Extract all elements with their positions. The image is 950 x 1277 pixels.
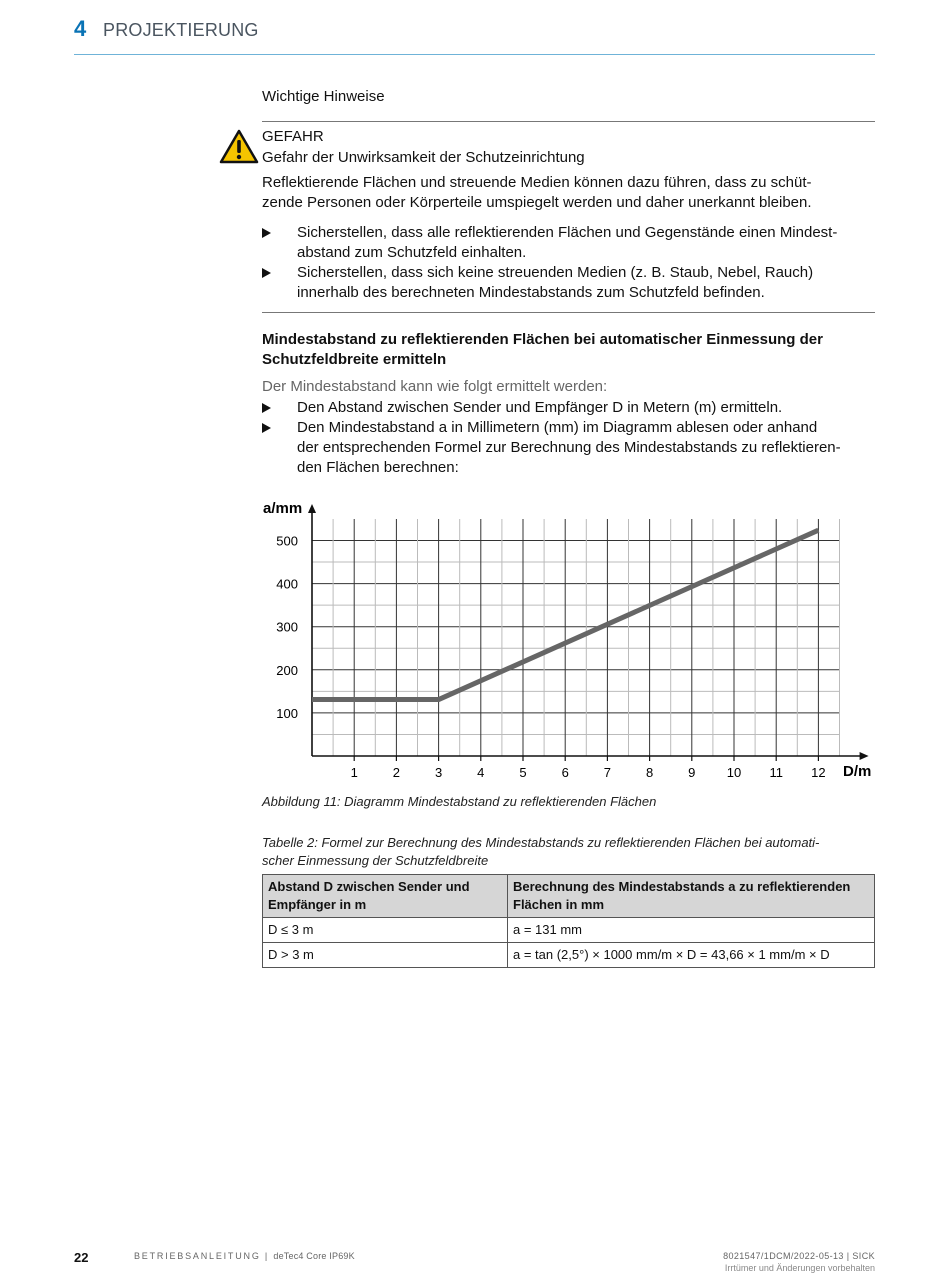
section-intro: Der Mindestabstand kann wie folgt ermittelt werden: [262, 378, 608, 395]
table-header-cell: Berechnung des Mindestabstands a zu reflektierenden Flächen in mm [508, 875, 875, 918]
x-tick-label: 2 [392, 765, 401, 780]
table-cell: D > 3 m [263, 943, 508, 968]
list-item-text: innerhalb des berechneten Mindestabstands zum Schutzfeld befinden. [297, 284, 765, 301]
figure-caption: Abbildung 11: Diagramm Mindestabstand zu reflektierenden Flächen [262, 794, 657, 809]
x-tick-label: 5 [519, 765, 527, 780]
table-header-row [263, 875, 875, 918]
bullet-arrow-icon [262, 423, 271, 433]
chart-ticks [276, 534, 825, 781]
chart-x-axis-label: D/m [843, 763, 872, 780]
table-row [263, 918, 875, 943]
table-caption-line: Tabelle 2: Formel zur Berechnung des Mindestabstands zu reflektierenden Flächen bei automati- [262, 835, 820, 850]
x-tick-label: 3 [434, 765, 443, 780]
divider-bottom [262, 312, 875, 313]
chapter-number: 4 [74, 16, 87, 41]
danger-paragraph [262, 173, 875, 213]
page-header [74, 14, 875, 55]
bullet-arrow-icon [262, 228, 271, 238]
chapter-title: PROJEKTIERUNG [103, 20, 259, 40]
x-tick-label: 8 [645, 765, 654, 780]
danger-title: GEFAHR [262, 128, 324, 145]
x-tick-label: 6 [561, 765, 569, 780]
danger-paragraph-line: zende Personen oder Körperteile umspiegelt werden und daher unerkannt bleiben. [262, 194, 812, 211]
footer-disclaimer: Irrtümer und Änderungen vorbehalten [724, 1263, 875, 1273]
bullet-arrow-icon [262, 403, 271, 413]
x-tick-label: 4 [477, 765, 485, 780]
brand-name: SICK [852, 1251, 875, 1261]
danger-subtitle: Gefahr der Unwirksamkeit der Schutzeinrichtung [262, 149, 585, 166]
list-item-text: abstand zum Schutzfeld einhalten. [297, 244, 527, 261]
table-caption [262, 834, 819, 870]
page-number: 22 [74, 1250, 89, 1265]
divider-top [262, 121, 875, 122]
x-tick-label: 12 [811, 765, 826, 780]
table-cell: a = 131 mm [508, 918, 875, 943]
chart-y-axis-label: a/mm [263, 500, 303, 517]
notes-heading: Wichtige Hinweise [262, 88, 385, 105]
footer-doc-id: 8021547/1DCM/2022-05-13 | SICK [723, 1251, 875, 1261]
distance-chart [258, 495, 878, 785]
x-tick-label: 1 [350, 765, 358, 780]
warning-icon [219, 129, 259, 165]
list-item-text: der entsprechenden Formel zur Berechnung des Mindestabstands zu reflektieren- [297, 439, 841, 456]
doc-type: BETRIEBSANLEITUNG [134, 1251, 261, 1261]
section-heading-line: Schutzfeldbreite ermitteln [262, 351, 447, 368]
y-tick-label: 100 [276, 705, 298, 721]
y-tick-label: 200 [276, 662, 298, 678]
bullet-arrow-icon [262, 268, 271, 278]
section-heading [262, 330, 875, 370]
x-axis-arrow-icon [860, 752, 869, 760]
table-caption-line: scher Einmessung der Schutzfeldbreite [262, 853, 489, 868]
list-item-text: Sicherstellen, dass sich keine streuenden Medien (z. B. Staub, Nebel, Rauch) [297, 264, 814, 281]
table-row [263, 943, 875, 968]
y-axis-arrow-icon [308, 504, 316, 513]
x-tick-label: 10 [726, 765, 742, 780]
y-tick-label: 400 [276, 576, 298, 592]
formula-table [262, 874, 875, 968]
section-heading-line: Mindestabstand zu reflektierenden Flächen bei automatischer Einmessung der [262, 331, 823, 348]
table-header-cell: Abstand D zwischen Sender und Empfänger in m [263, 875, 508, 918]
x-tick-label: 11 [769, 765, 783, 780]
list-item-text: Sicherstellen, dass alle reflektierenden Flächen und Gegenstände einen Mindest- [297, 224, 838, 241]
x-tick-label: 7 [603, 765, 612, 780]
list-item-text: den Flächen berechnen: [297, 459, 459, 476]
danger-paragraph-line: Reflektierende Flächen und streuende Medien können dazu führen, dass zu schüt- [262, 174, 812, 191]
list-item-text: Den Mindestabstand a in Millimetern (mm) im Diagramm ablesen oder anhand [297, 419, 818, 436]
y-tick-label: 500 [276, 533, 298, 549]
doc-id: 8021547/1DCM/2022-05-13 [723, 1251, 844, 1261]
table-cell: D ≤ 3 m [263, 918, 508, 943]
table-cell: a = tan (2,5°) × 1000 mm/m × D = 43,66 × 1 mm/m × D [508, 943, 875, 968]
footer-doc-type: BETRIEBSANLEITUNG | deTec4 Core IP69K [134, 1251, 355, 1261]
product-name: deTec4 Core IP69K [273, 1251, 355, 1261]
x-tick-label: 9 [688, 765, 696, 780]
list-item-text: Den Abstand zwischen Sender und Empfänger D in Metern (m) ermitteln. [297, 399, 783, 416]
y-tick-label: 300 [276, 619, 298, 635]
